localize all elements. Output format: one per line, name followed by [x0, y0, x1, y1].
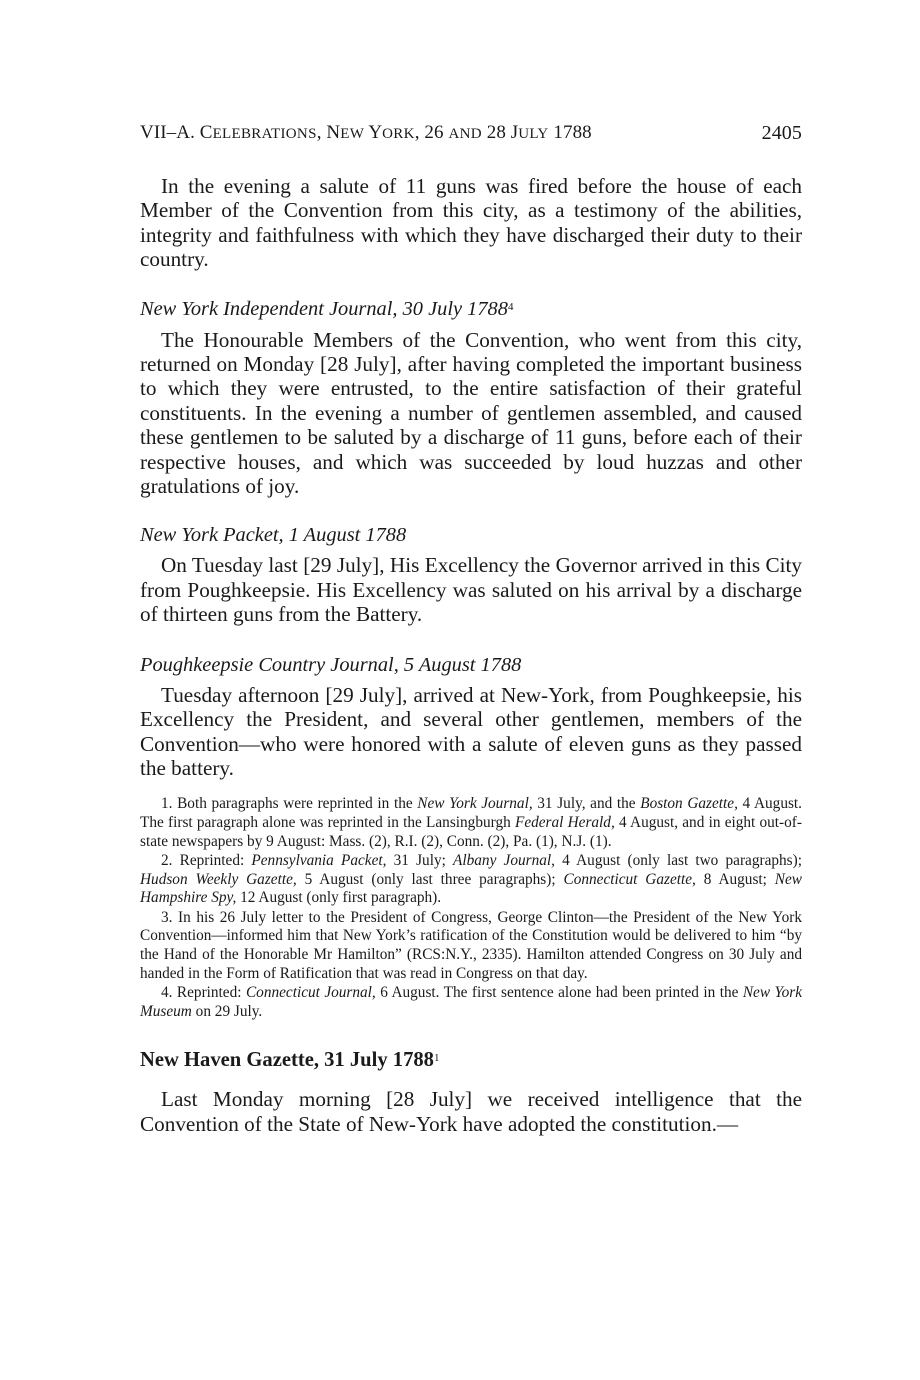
rh-part: , 26: [414, 122, 449, 143]
note-text: 5 August (only last three paragraphs);: [296, 870, 564, 888]
note-text: on 29 July.: [191, 1002, 263, 1020]
footnote-ref: 4: [507, 300, 514, 313]
rh-part: N: [326, 122, 341, 143]
footnote-1: [140, 795, 802, 851]
note-text: 12 August (only first paragraph).: [236, 889, 442, 907]
rh-part: 1788: [548, 122, 592, 143]
note-text: 4 August, and in eight out-of-state newspapers by 9 August: Mass. (2), R.I. (2), Conn. (2), Pa. (1), N.J. (1).: [140, 813, 802, 850]
footnote-3: 3. In his 26 July letter to the President of Congress, George Clinton—the President of the New York Convention—informed him that New York’s ratification of the Constitution would be delivered to him “by the Hand of the Honorable Mr Hamilton” (RCS:N.Y., 2335). Hamilton attended Congress on 30 July and handed in the Form of Ratification that was read in Congress on that day.: [140, 908, 802, 982]
source-heading-independent-journal: [140, 297, 802, 321]
paragraph-2: The Honourable Members of the Convention, who went from this city, returned on Monday [28 July], after having completed the important business to which they were entrusted, to the entire satisfaction of their grateful constituents. In the evening a number of gentlemen assembled, and caused these gentlemen to be saluted by a discharge of 11 guns, before each of their respective houses, and which was succeeded by loud huzzas and other gratulations of joy.: [140, 327, 802, 499]
rh-part: AND: [448, 126, 482, 142]
note-italic: Hudson Weekly Gazette,: [140, 870, 297, 888]
paragraph-5: Last Monday morning [28 July] we received intelligence that the Convention of the State of New-York have adopted the constitution.—: [140, 1087, 802, 1136]
note-italic: Connecticut Journal,: [245, 984, 376, 1002]
note-text: 4 August. The first paragraph alone was reprinted in the Lansingburgh: [140, 795, 802, 831]
rh-part: C: [199, 122, 213, 143]
section-title: New Haven Gazette, 31 July 1788: [140, 1049, 434, 1072]
note-text: 8 August;: [695, 870, 775, 888]
section-heading-new-haven-gazette: [140, 1048, 802, 1072]
paragraph-4: Tuesday afternoon [29 July], arrived at New-York, from Poughkeepsie, his Excellency the President, and several other gentlemen, members of the Convention—who were honored with a salute of eleven guns as they passed the battery.: [140, 682, 802, 780]
footnote-4: [140, 984, 802, 1021]
rh-part: ULY: [518, 126, 549, 142]
rh-part: 28: [481, 122, 511, 143]
note-italic: New Hampshire Spy,: [140, 870, 802, 907]
rh-part: EW: [340, 126, 365, 142]
footnote-2: [140, 852, 802, 908]
source-title: New York Independent Journal, 30 July 1788: [140, 297, 508, 320]
note-italic: New York Journal,: [417, 795, 533, 813]
note-text: 6 August. The first sentence alone had been printed in the: [375, 984, 743, 1002]
running-head: [140, 122, 802, 150]
paragraph-1: In the evening a salute of 11 guns was fired before the house of each Member of the Convention from this city, as a testimony of the abilities, integrity and faithfulness with which they have discharged their duty to their country.: [140, 174, 802, 272]
footnote-ref: 1: [433, 1052, 440, 1065]
note-italic: Boston Gazette,: [640, 795, 738, 813]
note-italic: Albany Journal,: [453, 852, 555, 870]
running-head-title: [140, 122, 592, 144]
note-text: 31 July, and the: [532, 795, 641, 813]
note-italic: New York Museum: [140, 984, 802, 1020]
document-page: [140, 122, 802, 1136]
rh-part: Y: [368, 122, 383, 143]
rh-part: ELEBRATIONS: [212, 126, 317, 142]
rh-part: ,: [316, 122, 327, 143]
note-italic: Connecticut Gazette,: [563, 870, 696, 888]
rh-part: J: [510, 122, 519, 143]
source-heading-new-york-packet: New York Packet, 1 August 1788: [140, 524, 407, 547]
note-text: 2. Reprinted:: [161, 852, 252, 870]
note-text: 31 July;: [386, 852, 454, 870]
paragraph-3: On Tuesday last [29 July], His Excellency the Governor arrived in this City from Poughkeepsie. His Excellency was saluted on his arrival by a discharge of thirteen guns from the Battery.: [140, 553, 802, 627]
page-number: 2405: [761, 122, 802, 144]
note-italic: Pennsylvania Packet,: [251, 852, 387, 870]
note-text: 4 August (only last two paragraphs);: [554, 852, 802, 870]
rh-part: ORK: [382, 126, 415, 142]
source-heading-country-journal: Poughkeepsie Country Journal, 5 August 1788: [140, 653, 522, 676]
note-text: 4. Reprinted:: [161, 984, 246, 1002]
footnotes: [140, 795, 802, 1021]
note-italic: Federal Herald,: [514, 813, 615, 831]
note-text: 1. Both paragraphs were reprinted in the: [161, 795, 418, 813]
running-head-prefix: VII–A.: [140, 122, 200, 143]
